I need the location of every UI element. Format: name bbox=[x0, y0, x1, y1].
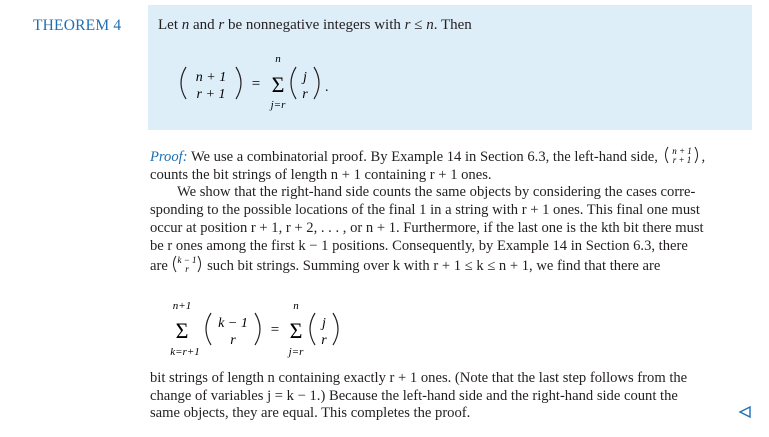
eq2-sum1-upper: n+1 bbox=[172, 300, 192, 312]
eq2-sum1-sign: Σ bbox=[175, 318, 189, 343]
eq2-sum1-lower: k=r+1 bbox=[170, 346, 200, 358]
eq1-sum-sign: Σ bbox=[271, 72, 285, 97]
eq1-sum-upper: n bbox=[275, 53, 281, 65]
theorem-label: THEOREM 4 bbox=[33, 17, 122, 34]
eq2-sum2-upper: n bbox=[293, 300, 299, 312]
proof-line-6: be r ones among the first k − 1 positions. Consequently, by Example 14 in Section 6.3, there bbox=[150, 237, 688, 254]
svg-text:=: = bbox=[270, 322, 280, 338]
theorem-statement: Let n and r be nonnegative integers with r ≤ n. Then bbox=[158, 17, 472, 33]
svg-text:k − 1: k − 1 bbox=[177, 255, 198, 266]
inline-binomial-1 bbox=[662, 146, 702, 164]
inline-binomial-2 bbox=[171, 255, 203, 273]
svg-text:=: = bbox=[251, 76, 261, 92]
proof-conclusion bbox=[150, 370, 754, 423]
summation-equation bbox=[165, 297, 405, 362]
eq1-rhs-top: j bbox=[303, 70, 307, 85]
proof-line-7: are k − 1 r such bit strings. Summing over k with r + 1 ≤ k ≤ n + 1, we find that there are bbox=[150, 255, 661, 275]
proof-body bbox=[150, 146, 754, 276]
end-of-proof-triangle-icon bbox=[738, 405, 752, 419]
svg-text:.: . bbox=[325, 80, 329, 95]
eq2-sum2-lower: j=r bbox=[288, 346, 304, 358]
proof-line-1: Proof: We use a combinatorial proof. By Example 14 in Section 6.3, the left-hand side, n + 1 r + 1 , bbox=[150, 146, 706, 165]
svg-text:r: r bbox=[185, 264, 190, 274]
proof-label: Proof: bbox=[150, 149, 188, 165]
conclusion-line-2: change of variables j = k − 1.) Because the left-hand side and the right-hand side count the bbox=[150, 387, 678, 404]
eq1-rhs-bottom: r bbox=[302, 87, 308, 102]
proof-line-5: occur at position r + 1, r + 2, . . . , or n + 1. Furthermore, if the last one is the kth bit there must bbox=[150, 219, 704, 236]
theorem-box bbox=[148, 5, 752, 130]
conclusion-line-3: same objects, they are equal. This completes the proof. bbox=[150, 405, 471, 422]
theorem-equation bbox=[174, 45, 414, 115]
eq2-rhs-bottom: r bbox=[321, 333, 327, 348]
svg-text:n + 1: n + 1 bbox=[671, 146, 692, 156]
eq2-rhs-top: j bbox=[322, 316, 326, 331]
eq2-lhs-top: k − 1 bbox=[218, 316, 248, 331]
eq1-sum-lower: j=r bbox=[270, 99, 286, 111]
proof-line-4: sponding to the possible locations of the final 1 in a string with r + 1 ones. This final one must bbox=[150, 202, 700, 219]
eq1-lhs-bottom: r + 1 bbox=[196, 87, 226, 102]
eq2-lhs-bottom: r bbox=[230, 333, 236, 348]
eq1-lhs-top: n + 1 bbox=[195, 70, 227, 85]
proof-line-3: We show that the right-hand side counts the same objects by considering the cases corre- bbox=[177, 184, 696, 201]
proof-line-2: counts the bit strings of length n + 1 containing r + 1 ones. bbox=[150, 166, 492, 183]
eq2-sum2-sign: Σ bbox=[289, 318, 303, 343]
conclusion-line-1: bit strings of length n containing exactly r + 1 ones. (Note that the last step follows from the bbox=[150, 370, 688, 386]
svg-text:r + 1: r + 1 bbox=[672, 155, 691, 164]
